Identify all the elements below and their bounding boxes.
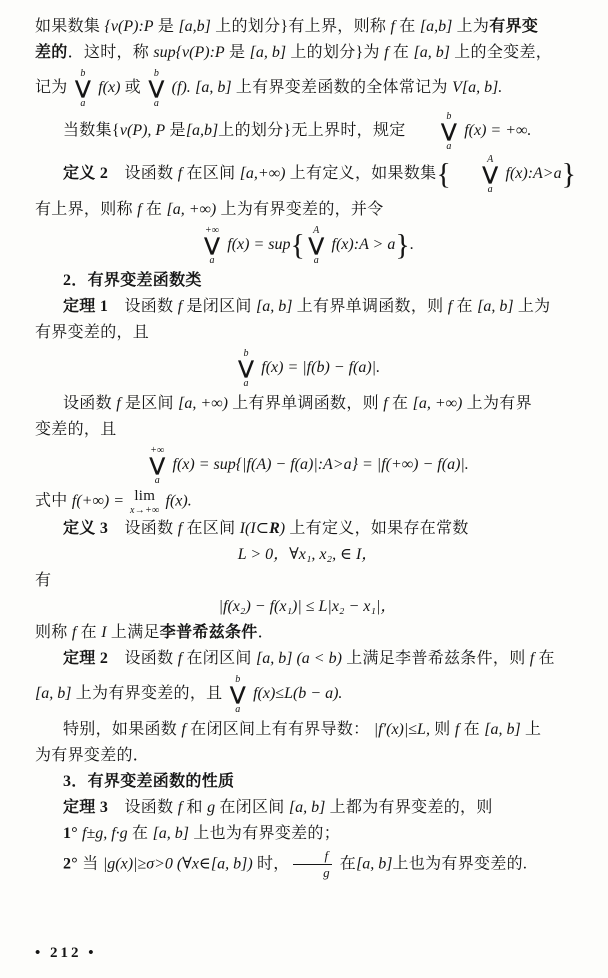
text-run: 是区间: [120, 395, 179, 412]
vee-sub: a: [154, 475, 160, 486]
text-line: [35, 542, 580, 568]
text-run: 上的全变差，: [449, 44, 553, 61]
text-run: 是: [153, 18, 179, 35]
vee-sub: a: [487, 184, 493, 195]
text-run: 上满足李普希兹条件，则: [341, 649, 530, 667]
text-line: [35, 568, 580, 594]
text-line: [35, 268, 580, 294]
math-run: [a, +∞): [178, 395, 228, 412]
text-run: 上有界单调函数，则: [292, 298, 448, 315]
math-run: |f′(x)|≤L,: [373, 720, 430, 738]
text-run: 是: [224, 44, 250, 61]
math-run: |g(x)|≥σ>0 (∀x∈[a, b]): [102, 854, 253, 872]
text-line: [35, 717, 580, 743]
text-run: 上: [520, 720, 542, 738]
math-run: [a, +∞): [412, 395, 463, 412]
math-run: [a,b]: [419, 18, 453, 35]
text-run: 则: [429, 720, 455, 738]
lim-under: x→+∞: [130, 504, 160, 516]
math-run: |f(x₂) − f(x₁)| ≤ L|x₂ − x₁|，: [218, 597, 397, 615]
math-run: {v(P):P: [104, 18, 154, 35]
math-run: f(+∞) =: [71, 492, 129, 510]
variation-vee-operator: [75, 68, 91, 109]
vee-sup: b: [80, 68, 86, 79]
text-line: [35, 348, 580, 389]
math-run: f(x)≤L(b − a).: [249, 684, 343, 702]
bold-text-run: 1°: [63, 824, 78, 842]
text-line: [35, 821, 580, 847]
math-run: f: [177, 519, 183, 537]
text-run: 上的划分}有上界，则称: [210, 18, 391, 35]
math-run: [a, b]: [288, 798, 326, 816]
text-run: 是: [165, 122, 186, 140]
text-run: 设函数: [108, 519, 178, 537]
text-run: 记为: [35, 79, 72, 97]
bold-text-run: 定理 1: [63, 298, 109, 315]
vee-sup: b: [153, 68, 160, 79]
vee-sym: ⋁: [482, 163, 499, 185]
math-run: V[a, b].: [452, 79, 503, 97]
text-run: 上为有界变差的，并令: [216, 201, 384, 218]
text-line: [35, 225, 580, 266]
big-brace: }: [395, 228, 411, 262]
math-run: f(x):A>a: [501, 165, 562, 183]
vee-sup: b: [446, 111, 452, 122]
text-line: [35, 197, 580, 223]
variation-vee-operator: [204, 225, 220, 266]
math-run: [a, b] (a < b): [255, 649, 342, 667]
limit-operator: [130, 488, 160, 516]
bold-text-run: 定理 3: [63, 798, 109, 816]
math-run: v(P), P: [119, 122, 166, 140]
text-run: 上为: [513, 298, 551, 315]
text-run: 变差的，且: [35, 421, 117, 438]
math-run: [a,b]: [185, 122, 219, 140]
vee-sup: A: [487, 154, 494, 165]
math-run: [a, b]: [477, 298, 514, 315]
text-run: 或: [120, 79, 146, 97]
vee-sub: a: [313, 255, 320, 266]
text-run: 在: [452, 298, 478, 315]
text-line: [35, 111, 580, 152]
vee-sym: ⋁: [440, 120, 458, 142]
vee-sym: ⋁: [237, 357, 255, 379]
text-run: 为有界变差的．: [35, 746, 150, 764]
text-line: [35, 769, 580, 795]
vee-sub: a: [235, 703, 241, 715]
vee-sub: a: [80, 98, 86, 109]
vee-sup: A: [313, 225, 320, 236]
text-line: [35, 620, 580, 646]
math-run: I: [101, 623, 107, 641]
text-run: 在: [394, 18, 420, 35]
text-run: 特别，如果函数: [63, 720, 182, 738]
vee-sym: ⋁: [203, 234, 221, 256]
math-run: f: [390, 18, 395, 35]
math-run: [a, b]: [152, 824, 190, 842]
text-run: 设函数: [108, 798, 178, 816]
text-line: [35, 320, 580, 346]
frac-den: g: [323, 864, 330, 880]
text-run: 设函数: [63, 395, 117, 412]
text-run: 在: [127, 824, 153, 842]
math-run: f(x).: [161, 492, 192, 510]
text-run: 和: [182, 798, 208, 816]
big-brace: }: [561, 157, 577, 191]
text-run: 上有定义，如果存在常数: [285, 519, 469, 537]
text-line: [35, 417, 580, 443]
text-line: [35, 294, 580, 320]
text-run: 有: [35, 571, 52, 589]
math-run: f: [383, 395, 388, 412]
text-line: [35, 743, 580, 769]
text-run: 在闭区间: [215, 798, 289, 816]
text-run: 设函数: [108, 649, 178, 667]
math-run: f: [71, 623, 77, 641]
text-line: [35, 445, 580, 486]
text-run: 如果数集: [35, 18, 105, 35]
math-run: f: [384, 44, 389, 61]
text-line: [35, 849, 580, 881]
variation-vee-operator: [308, 225, 324, 266]
text-line: [35, 646, 580, 672]
vee-sym: ⋁: [74, 77, 92, 99]
math-run: f: [181, 720, 186, 738]
text-line: [35, 795, 580, 821]
vee-sub: a: [153, 98, 160, 109]
math-run: f: [454, 720, 460, 738]
text-line: [35, 674, 580, 715]
math-run: f: [529, 649, 535, 667]
math-run: [a, b]: [356, 854, 393, 872]
text-run: 有界变差的，且: [35, 324, 150, 341]
math-run: [a, b]: [484, 720, 521, 738]
text-run: 在区间: [182, 165, 240, 183]
variation-vee-operator: [238, 348, 254, 389]
text-run: 是闭区间: [182, 298, 256, 315]
math-run: f: [447, 298, 453, 315]
math-run: [a,b]: [178, 18, 211, 35]
vee-sub: a: [446, 141, 452, 152]
math-run: .: [410, 236, 415, 254]
content-lines: [35, 14, 580, 880]
math-run: f: [116, 395, 121, 412]
vee-sym: ⋁: [149, 454, 166, 476]
math-run: f: [177, 798, 183, 816]
text-run: 上为: [452, 18, 490, 35]
math-run: (f).: [167, 79, 191, 97]
text-line: [35, 40, 580, 66]
text-run: 上也为有界变差的；: [189, 824, 341, 842]
math-run: f: [137, 201, 142, 218]
math-run: f(x): [94, 79, 121, 97]
text-line: [35, 68, 580, 109]
text-line: [35, 594, 580, 620]
bold-text-run: 定义 3: [63, 519, 109, 537]
math-run: f(x):A > a: [327, 236, 396, 254]
text-run: 在闭区间上有有界导数：: [185, 720, 374, 738]
vee-sup: b: [235, 673, 241, 685]
text-run: 当数集{: [63, 122, 120, 140]
bold-text-run: 3．有界变差函数的性质: [63, 772, 235, 790]
text-run: 在: [387, 395, 413, 412]
text-run: 上的划分}为: [286, 44, 385, 61]
text-run: 上为有界: [462, 395, 532, 412]
text-run: 时，: [252, 854, 290, 872]
math-run: f: [177, 165, 183, 183]
text-run: 设函数: [108, 298, 178, 315]
math-run: f: [177, 649, 183, 667]
variation-vee-operator: [149, 445, 165, 486]
fraction: [293, 849, 333, 881]
bold-text-run: 李普希兹条件: [159, 623, 258, 641]
text-run: 在: [534, 649, 555, 667]
variation-vee-operator: [230, 674, 246, 715]
vee-sup: +∞: [150, 445, 165, 456]
math-run: f(x) = |f(b) − f(a)|.: [257, 359, 381, 377]
text-run: 在区间: [182, 519, 240, 537]
math-run: f(x) = +∞.: [460, 122, 532, 140]
math-run: f: [177, 298, 183, 315]
text-run: 上有界单调函数，则: [227, 395, 384, 412]
text-run: 在: [459, 720, 485, 738]
math-run: f(x) = sup: [223, 236, 291, 254]
vee-sym: ⋁: [308, 234, 325, 256]
text-run: 上有定义，如果数集: [285, 165, 437, 183]
vee-sup: b: [243, 348, 249, 359]
text-line: [35, 516, 580, 542]
math-run: [a, b]: [413, 44, 450, 61]
math-run: [a, b]: [195, 79, 232, 97]
text-line: [35, 154, 580, 195]
bold-text-run: 2°: [63, 854, 78, 872]
bold-text-run: 2．有界变差函数类: [63, 272, 202, 289]
text-run: 有上界，则称: [35, 201, 138, 218]
text-run: 当: [78, 854, 103, 872]
math-run: [a, b]: [249, 44, 287, 61]
page-number: • 212 •: [35, 945, 97, 961]
text-run: 在: [76, 623, 102, 641]
math-run: [a, b]: [35, 684, 72, 702]
big-brace: {: [290, 228, 306, 262]
vee-sym: ⋁: [229, 682, 247, 705]
math-run: I(I⊂: [239, 519, 270, 537]
big-brace: {: [436, 157, 452, 191]
math-run: g: [207, 798, 216, 816]
lim-word: lim: [134, 488, 156, 504]
frac-num: f: [293, 849, 333, 865]
vee-sub: a: [243, 378, 249, 389]
text-run: 上都为有界变差的，则: [325, 798, 493, 816]
text-line: [35, 488, 580, 516]
bold-text-run: 差的: [35, 44, 68, 61]
math-run: sup{v(P):P: [153, 44, 225, 61]
math-run: [a, b]: [255, 298, 293, 315]
text-run: 上满足: [106, 623, 160, 641]
text-run: 则称: [35, 623, 72, 641]
text-run: ．这时，称: [67, 44, 154, 61]
text-run: 上的划分}无上界时，规定: [218, 122, 410, 140]
text-run: 在: [335, 854, 357, 872]
math-run: [a,+∞): [239, 165, 286, 183]
variation-vee-operator: [454, 154, 498, 195]
text-line: [35, 14, 580, 40]
bold-text-run: 定义 2: [63, 165, 109, 183]
vee-sub: a: [209, 255, 215, 266]
text-run: ．: [257, 623, 274, 641]
bold-text-run: 有界变: [489, 18, 539, 35]
vee-sup: +∞: [204, 225, 220, 236]
text-run: 式中: [35, 492, 72, 510]
bold-math-run: R: [269, 519, 280, 537]
text-run: 上也为有界变差的.: [392, 854, 528, 872]
text-run: 上为有界变差的，且: [71, 684, 227, 702]
math-run: f±g, f·g: [78, 824, 128, 842]
math-run: L > 0，∀x₁, x₂, ∈ I，: [237, 545, 378, 563]
text-run: 在: [141, 201, 167, 218]
math-run: ): [279, 519, 286, 537]
math-run: [a, +∞): [166, 201, 217, 218]
math-run: f(x) = sup{|f(A) − f(a)|:A>a} = |f(+∞) − f(a)|.: [168, 456, 469, 474]
text-run: 在: [388, 44, 414, 61]
variation-vee-operator: [413, 111, 457, 152]
text-run: 上有界变差函数的全体常记为: [231, 79, 453, 97]
bold-text-run: 定理 2: [63, 649, 109, 667]
text-run: 在闭区间: [182, 649, 256, 667]
text-line: [35, 391, 580, 417]
variation-vee-operator: [148, 68, 164, 109]
vee-sym: ⋁: [148, 77, 165, 99]
text-run: 设函数: [108, 165, 178, 183]
